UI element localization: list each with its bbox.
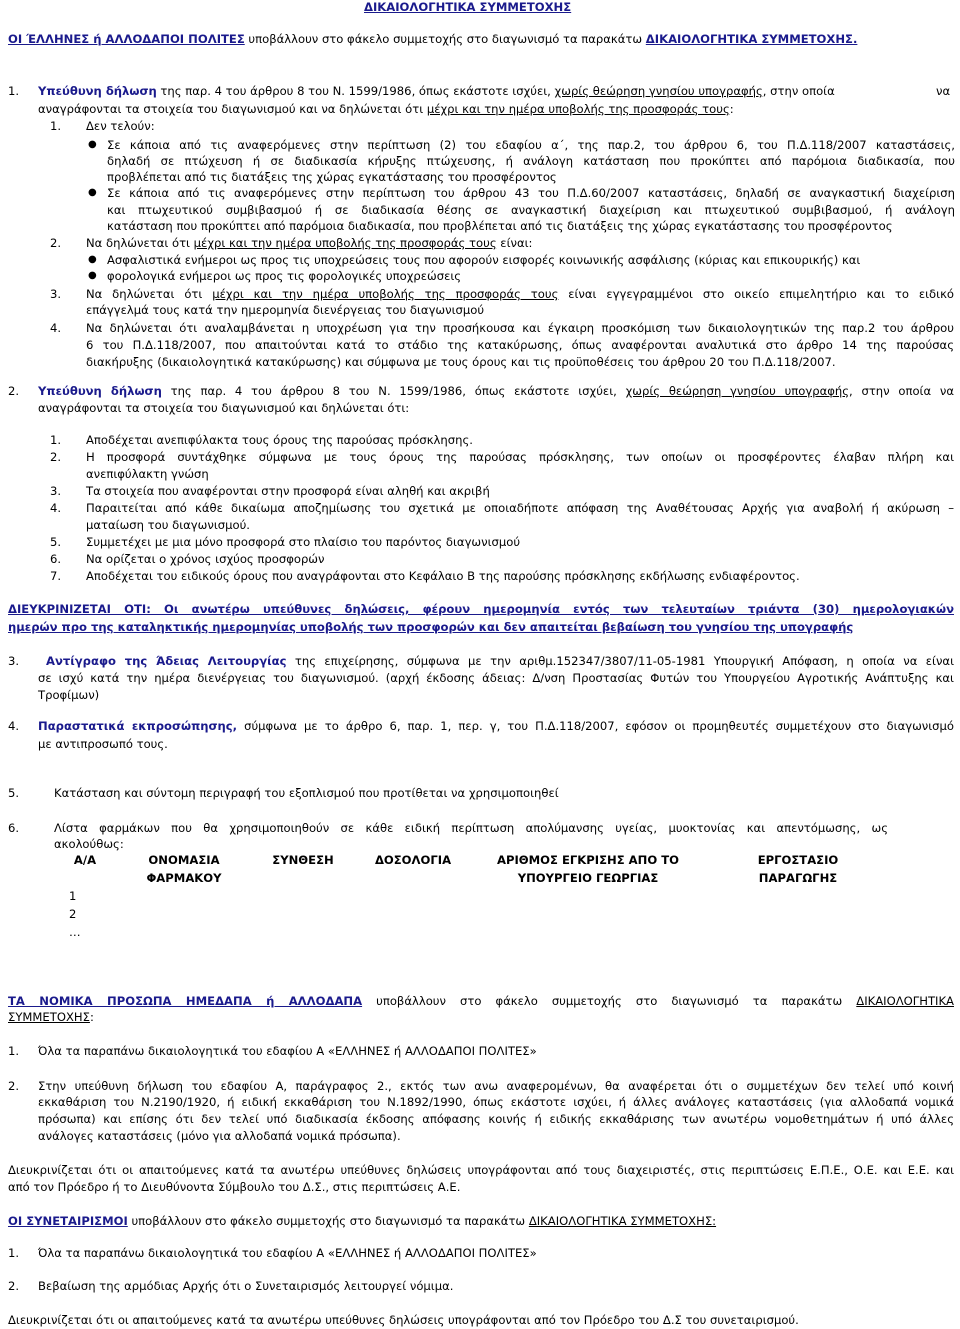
intro-link: ΔΙΚΑΙΟΛΟΓΗΤΙΚΑ ΣΥΜΜΕΤΟΧΗΣ.	[645, 32, 858, 46]
table-row	[55, 887, 893, 905]
s2-item-number: 1.	[50, 433, 62, 447]
s1-line1-underlined: χωρίς θεώρηση γνησίου υπογραφής	[554, 84, 763, 98]
s1-line2-text: αναγράφονται τα στοιχεία του διαγωνισμού και να δηλώνεται ότι	[38, 102, 427, 116]
s1-b3: Ασφαλιστικά ενήμεροι ως προς τις υποχρεώσεις τους που αφορούν εισφορές κοινωνικής ασφάλισης (κύριας και επικουρικής) και	[107, 253, 861, 267]
s1-b4: φορολογικά ενήμεροι ως προς τις φορολογικές υποχρεώσεις	[107, 269, 462, 283]
table-header-cell: ΔΟΣΟΛΟΓΙΑ	[374, 853, 452, 867]
bullet-icon: ●	[88, 187, 97, 198]
s1-sub3-b: είναι εγγεγραμμένοι στο οικείο επιμελητήριο και το ειδικό	[558, 287, 954, 301]
s1-sub2-underlined: μέχρι και την ημέρα υποβολής της προσφοράς τους	[193, 236, 497, 250]
legal-note-l1: Διευκρινίζεται ότι οι απαιτούμενες κατά τα ανωτέρω υπεύθυνες δηλώσεις υπογράφονται από τους διαχειριστές, στις περιπτώσεις Ε.Π.Ε., Ο.Ε. και Ε.Ε. και	[8, 1163, 954, 1177]
coop-who: ΟΙ ΣΥΝΕΤΑΙΡΙΣΜΟΙ	[8, 1214, 128, 1228]
s1-sub3-l1	[86, 286, 954, 302]
s1-line2-end: :	[729, 102, 734, 116]
s2-item-line2: ανεπιφύλακτη γνώση	[86, 467, 209, 481]
drug-table	[55, 851, 893, 941]
coop-link: ΔΙΚΑΙΟΛΟΓΗΤΙΚΑ ΣΥΜΜΕΤΟΧΗΣ:	[528, 1214, 717, 1228]
s2-line2: αναγράφονται τα στοιχεία του διαγωνισμού και δηλώνεται ότι:	[38, 401, 410, 415]
s1-sub3-underlined: μέχρι και την ημέρα υποβολής της προσφοράς τους	[212, 287, 559, 301]
legal-i1-number: 1.	[8, 1044, 20, 1058]
legal-link2: ΣΥΜΜΕΤΟΧΗΣ	[8, 1010, 90, 1024]
s2-item-number: 6.	[50, 552, 62, 566]
table-header-cell: ΟΝΟΜΑΣΙΑ	[148, 853, 220, 867]
legal-note-l2: από τον Πρόεδρο ή το Διευθύνοντα Σύμβουλο του Δ.Σ., στις περιπτώσεις Α.Ε.	[8, 1180, 461, 1194]
intro-line	[8, 31, 857, 47]
s1-b1-l3: προβλέπεται από τις διατάξεις της χώρας εγκατάστασης του προσφέροντος	[107, 170, 557, 184]
s2-line1-underlined: χωρίς θεώρηση γνησίου υπογραφής	[625, 384, 850, 398]
s1-sub1-number: 1.	[50, 119, 62, 133]
s2-item-number: 5.	[50, 535, 62, 549]
legal-who: ΤΑ ΝΟΜΙΚΑ ΠΡΟΣΩΠΑ ΗΜΕΔΑΠΑ ή ΑΛΛΟΔΑΠΑ	[8, 994, 363, 1008]
table-header-cell: ΥΠΟΥΡΓΕΙΟ ΓΕΩΡΓΙΑΣ	[517, 871, 659, 885]
s1-b2-l2: και πτωχευτικού συμβιβασμού ή σε διαδικασία θέσης σε αναγκαστική διαχείριση και πτωχευτικού συμβιβασμού, ή ανάλογη	[107, 203, 955, 217]
table-cell-index: 2	[69, 907, 77, 921]
s1-sub2-a: Να δηλώνεται ότι	[86, 236, 194, 250]
s3-heading: Αντίγραφο της Άδειας Λειτουργίας	[46, 654, 287, 668]
s2-line1-end: , στην οποία να	[849, 384, 954, 398]
table-header-cell: ΣΥΝΘΕΣΗ	[272, 853, 334, 867]
page-title: ΔΙΚΑΙΟΛΟΓΗΤΙΚΑ ΣΥΜΜΕΤΟΧΗΣ	[364, 0, 572, 14]
coop-note: Διευκρινίζεται ότι οι απαιτούμενες κατά τα ανωτέρω υπεύθυνες δηλώσεις υπογράφονται από τον Πρόεδρο του Δ.Σ του συνεταιρισμού.	[8, 1313, 799, 1327]
s2-item-line1: Τα στοιχεία που αναφέρονται στην προσφορά είναι αληθή και ακριβή	[86, 484, 490, 498]
bullet-icon: ●	[88, 270, 97, 281]
coop-i2: Βεβαίωση της αρμόδιας Αρχής ότι ο Συνεταιρισμός λειτουργεί νόμιμα.	[38, 1279, 454, 1293]
legal-i2-number: 2.	[8, 1079, 20, 1093]
s3-l1	[46, 653, 954, 669]
table-cell-index: 1	[69, 889, 77, 903]
table-header-cell: ΑΡΙΘΜΟΣ ΕΓΚΡΙΣΗΣ ΑΠΟ ΤΟ	[496, 853, 679, 867]
s1-sub3-number: 3.	[50, 287, 62, 301]
s2-item-line1: Συμμετέχει με μια μόνο προσφορά στο πλαίσιο του παρόντος διαγωνισμού	[86, 535, 521, 549]
bullet-icon: ●	[88, 254, 97, 265]
s2-item-number: 2.	[50, 450, 62, 464]
s6-l2: ακολούθως:	[54, 837, 124, 851]
s2-item-number: 4.	[50, 501, 62, 515]
s1-line1	[38, 83, 908, 99]
bullet-icon: ●	[88, 139, 97, 150]
legal-i2-l3: πρόσωπα) και επίσης ότι δεν τελεί υπό διαδικασία έκδοσης απόφασης κοινής ή ειδικής εκκαθάρισης των ανωτέρω νομοθετημάτων ή υπό άλλες	[38, 1112, 954, 1126]
legal-i2-l2: εκκαθάριση του Ν.2190/1920, ή ειδική εκκαθάριση του Ν.1892/1990, όπως εκάστοτε ισχύει, ή άλλες ανάλογες καταστάσεις (για αλλοδαπά νομικά	[38, 1095, 954, 1109]
s1-sub3-l2: επάγγελμά τους κατά την ημερομηνία διενέργειας του διαγωνισμού	[86, 303, 485, 317]
table-header-cell: ΦΑΡΜΑΚΟΥ	[146, 871, 222, 885]
s1-b2-l1: Σε κάποια από τις αναφερόμενες στην περίπτωση του άρθρου 43 του Π.Δ.60/2007 καταστάσεις, δηλαδή σε αναγκαστική διαχείριση	[107, 186, 955, 200]
coop-line	[8, 1213, 716, 1229]
s3-l3: Τροφίμων)	[38, 688, 100, 702]
s2-item-line2: ματαίωση του διαγωνισμού.	[86, 518, 250, 532]
s1-line1-na: να	[936, 84, 951, 98]
s2-item-number: 3.	[50, 484, 62, 498]
s2-item-line1: Η προσφορά συντάχθηκε σύμφωνα με τους όρους της παρούσας πρόσκλησης, των οποίων οι προσφέροντες έλαβαν πλήρη και	[86, 450, 954, 464]
clarify-l2: ημερών προ της καταληκτικής ημερομηνίας υποβολής των προσφορών και δεν απαιτείται βεβαίωση του γνησίου της υπογραφής	[8, 620, 854, 634]
s1-line1-end: , στην οποία	[762, 84, 835, 98]
s6-number: 6.	[8, 821, 20, 835]
s3-l2: σε ισχύ κατά την ημέρα διενέργειας του διαγωνισμού. (αρχή έκδοσης άδειας: Δ/νση Προστασίας Φυτών του Υπουργείου Αγροτικής Ανάπτυξης και	[38, 671, 954, 685]
s1-number: 1.	[8, 84, 20, 98]
legal-colon: :	[89, 1010, 94, 1024]
s2-item-line1: Να ορίζεται ο χρόνος ισχύος προσφορών	[86, 552, 325, 566]
s3-l1-text: της επιχείρησης, σύμφωνα με την αριθμ.152347/3807/11-05-1981 Υπουργική Απόφαση, η οποία να είναι	[286, 654, 954, 668]
legal-line1	[8, 993, 954, 1009]
s1-b1-l1: Σε κάποια από τις αναφερόμενες στην περίπτωση (2) του εδαφίου α΄, της παρ.2, του άρθρου 6, του Π.Δ.118/2007 καταστάσεις,	[107, 138, 955, 152]
s2-heading: Υπεύθυνη δήλωση	[38, 384, 162, 398]
s4-l1	[38, 718, 954, 734]
coop-text: υποβάλλουν στο φάκελο συμμετοχής στο διαγωνισμό τα παρακάτω	[127, 1214, 529, 1228]
s1-line1-text: της παρ. 4 του άρθρου 8 του Ν. 1599/1986, όπως εκάστοτε ισχύει,	[156, 84, 555, 98]
s1-b1-l2: δηλαδή σε πτώχευση ή σε διαδικασία κήρυξης πτώχευσης, ή ανάλογη κατάσταση που προκύπτει από παρόμοια διαδικασία, που	[107, 154, 955, 168]
s2-line1	[38, 383, 954, 399]
table-row	[55, 923, 893, 941]
s4-heading: Παραστατικά εκπροσώπησης,	[38, 719, 238, 733]
table-row	[55, 905, 893, 923]
legal-i2-l1: Στην υπεύθυνη δήλωση του εδαφίου Α, παράγραφος 2., εκτός των ανω αναφερομένων, θα αναφέρεται ότι ο συμμετέχων δεν τελεί υπό κοινή	[38, 1079, 954, 1093]
intro-who: ΟΙ ΈΛΛΗΝΕΣ ή ΑΛΛΟΔΑΠΟΙ ΠΟΛΙΤΕΣ	[8, 32, 245, 46]
s2-number: 2.	[8, 384, 20, 398]
coop-i1: Όλα τα παραπάνω δικαιολογητικά του εδαφίου Α «ΕΛΛΗΝΕΣ ή ΑΛΛΟΔΑΠΟΙ ΠΟΛΙΤΕΣ»	[38, 1246, 537, 1260]
s2-line1-text: της παρ. 4 του άρθρου 8 του Ν. 1599/1986, όπως εκάστοτε ισχύει,	[161, 384, 626, 398]
s4-l1-text: σύμφωνα με το άρθρο 6, παρ. 1, περ. γ, του Π.Δ.118/2007, εφόσον οι προμηθευτές συμμετέχουν στο διαγωνισμό	[237, 719, 955, 733]
coop-i1-number: 1.	[8, 1246, 20, 1260]
table-header-cell: ΕΡΓΟΣΤΑΣΙΟ	[757, 853, 839, 867]
s1-sub2-number: 2.	[50, 236, 62, 250]
intro-text: υποβάλλουν στο φάκελο συμμετοχής στο διαγωνισμό τα παρακάτω	[244, 32, 646, 46]
clarify-l1: ΔΙΕΥΚΡΙΝΙΖΕΤΑΙ ΟΤΙ: Οι ανωτέρω υπεύθυνες δηλώσεις, φέρουν ημερομηνία εντός των τελευταίων τριάντα (30) ημερολογιακών	[8, 602, 954, 616]
table-header-cell: Α/Α	[73, 853, 97, 867]
s2-item-line1: Παραιτείται από κάθε δικαίωμα αποζημίωσης του σχετικά με οποιαδήποτε απόφαση της Αναθέτουσας Αρχής για αναβολή ή ακύρωση –	[86, 501, 954, 515]
legal-text: υποβάλλουν στο φάκελο συμμετοχής στο διαγωνισμό τα παρακάτω	[362, 994, 857, 1008]
legal-i2-l4: ανάλογες καταστάσεις (μόνο για αλλοδαπά νομικά πρόσωπα).	[38, 1129, 401, 1143]
s5-number: 5.	[8, 786, 20, 800]
s1-line2	[38, 101, 734, 117]
legal-line2	[8, 1009, 94, 1025]
s1-sub4-l2: 6 του Π.Δ.118/2007, που απαιτούνται κατά το στάδιο της κατακύρωσης, όπως αναφέρονται αναλυτικά στο άρθρο 14 της παρούσας	[86, 338, 954, 352]
table-cell-index: …	[69, 925, 81, 939]
s1-sub1-text: Δεν τελούν:	[86, 119, 155, 133]
s1-b2-l3: κατάσταση που προκύπτει από παρόμοια διαδικασία, που προβλέπεται από τις διατάξεις της χώρας εγκατάστασης του προσφέροντος	[107, 219, 893, 233]
s2-item-line1: Αποδέχεται ανεπιφύλακτα τους όρους της παρούσας πρόσκλησης.	[86, 433, 473, 447]
s1-sub3-a: Να δηλώνεται ότι	[86, 287, 213, 301]
s1-sub2-text	[86, 235, 532, 251]
s3-number: 3.	[8, 654, 20, 668]
s4-number: 4.	[8, 719, 20, 733]
table-header-cell: ΠΑΡΑΓΩΓΗΣ	[758, 871, 838, 885]
s4-l2: με αντιπροσωπό τους.	[38, 737, 168, 751]
s1-heading: Υπεύθυνη δήλωση	[38, 84, 157, 98]
s1-sub4-l1: Να δηλώνεται ότι αναλαμβάνεται η υποχρέωση για την προσήκουσα και έγκαιρη προσκόμιση των δικαιολογητικών της παρ.2 του άρθρου	[86, 321, 954, 335]
s1-sub2-b: είναι:	[496, 236, 533, 250]
s1-sub4-l3: διακήρυξης (δικαιολογητικά κατακύρωσης) και σύμφωνα με τους όρους και τις προϋποθέσεις του άρθρου 20 του Π.Δ.118/2007.	[86, 355, 836, 369]
s6-l1: Λίστα φαρμάκων που θα χρησιμοποιηθούν σε κάθε ειδική περίπτωση απολύμανσης υγείας, μυοκτονίας και απεντόμωσης, ως	[54, 821, 888, 835]
s5-l1: Κατάσταση και σύντομη περιγραφή του εξοπλισμού που προτίθεται να χρησιμοποιηθεί	[54, 786, 559, 800]
s2-item-number: 7.	[50, 569, 62, 583]
legal-i1: Όλα τα παραπάνω δικαιολογητικά του εδαφίου Α «ΕΛΛΗΝΕΣ ή ΑΛΛΟΔΑΠΟΙ ΠΟΛΙΤΕΣ»	[38, 1044, 537, 1058]
legal-link1: ΔΙΚΑΙΟΛΟΓΗΤΙΚΑ	[856, 994, 954, 1008]
coop-i2-number: 2.	[8, 1279, 20, 1293]
s1-line2-underlined: μέχρι και την ημέρα υποβολής της προσφοράς τους	[426, 102, 730, 116]
s2-item-line1: Αποδέχεται του ειδικούς όρους που αναγράφονται στο Κεφάλαιο Β της παρούσης πρόσκλησης εκδήλωσης ενδιαφέροντος.	[86, 569, 800, 583]
s1-sub4-number: 4.	[50, 321, 62, 335]
